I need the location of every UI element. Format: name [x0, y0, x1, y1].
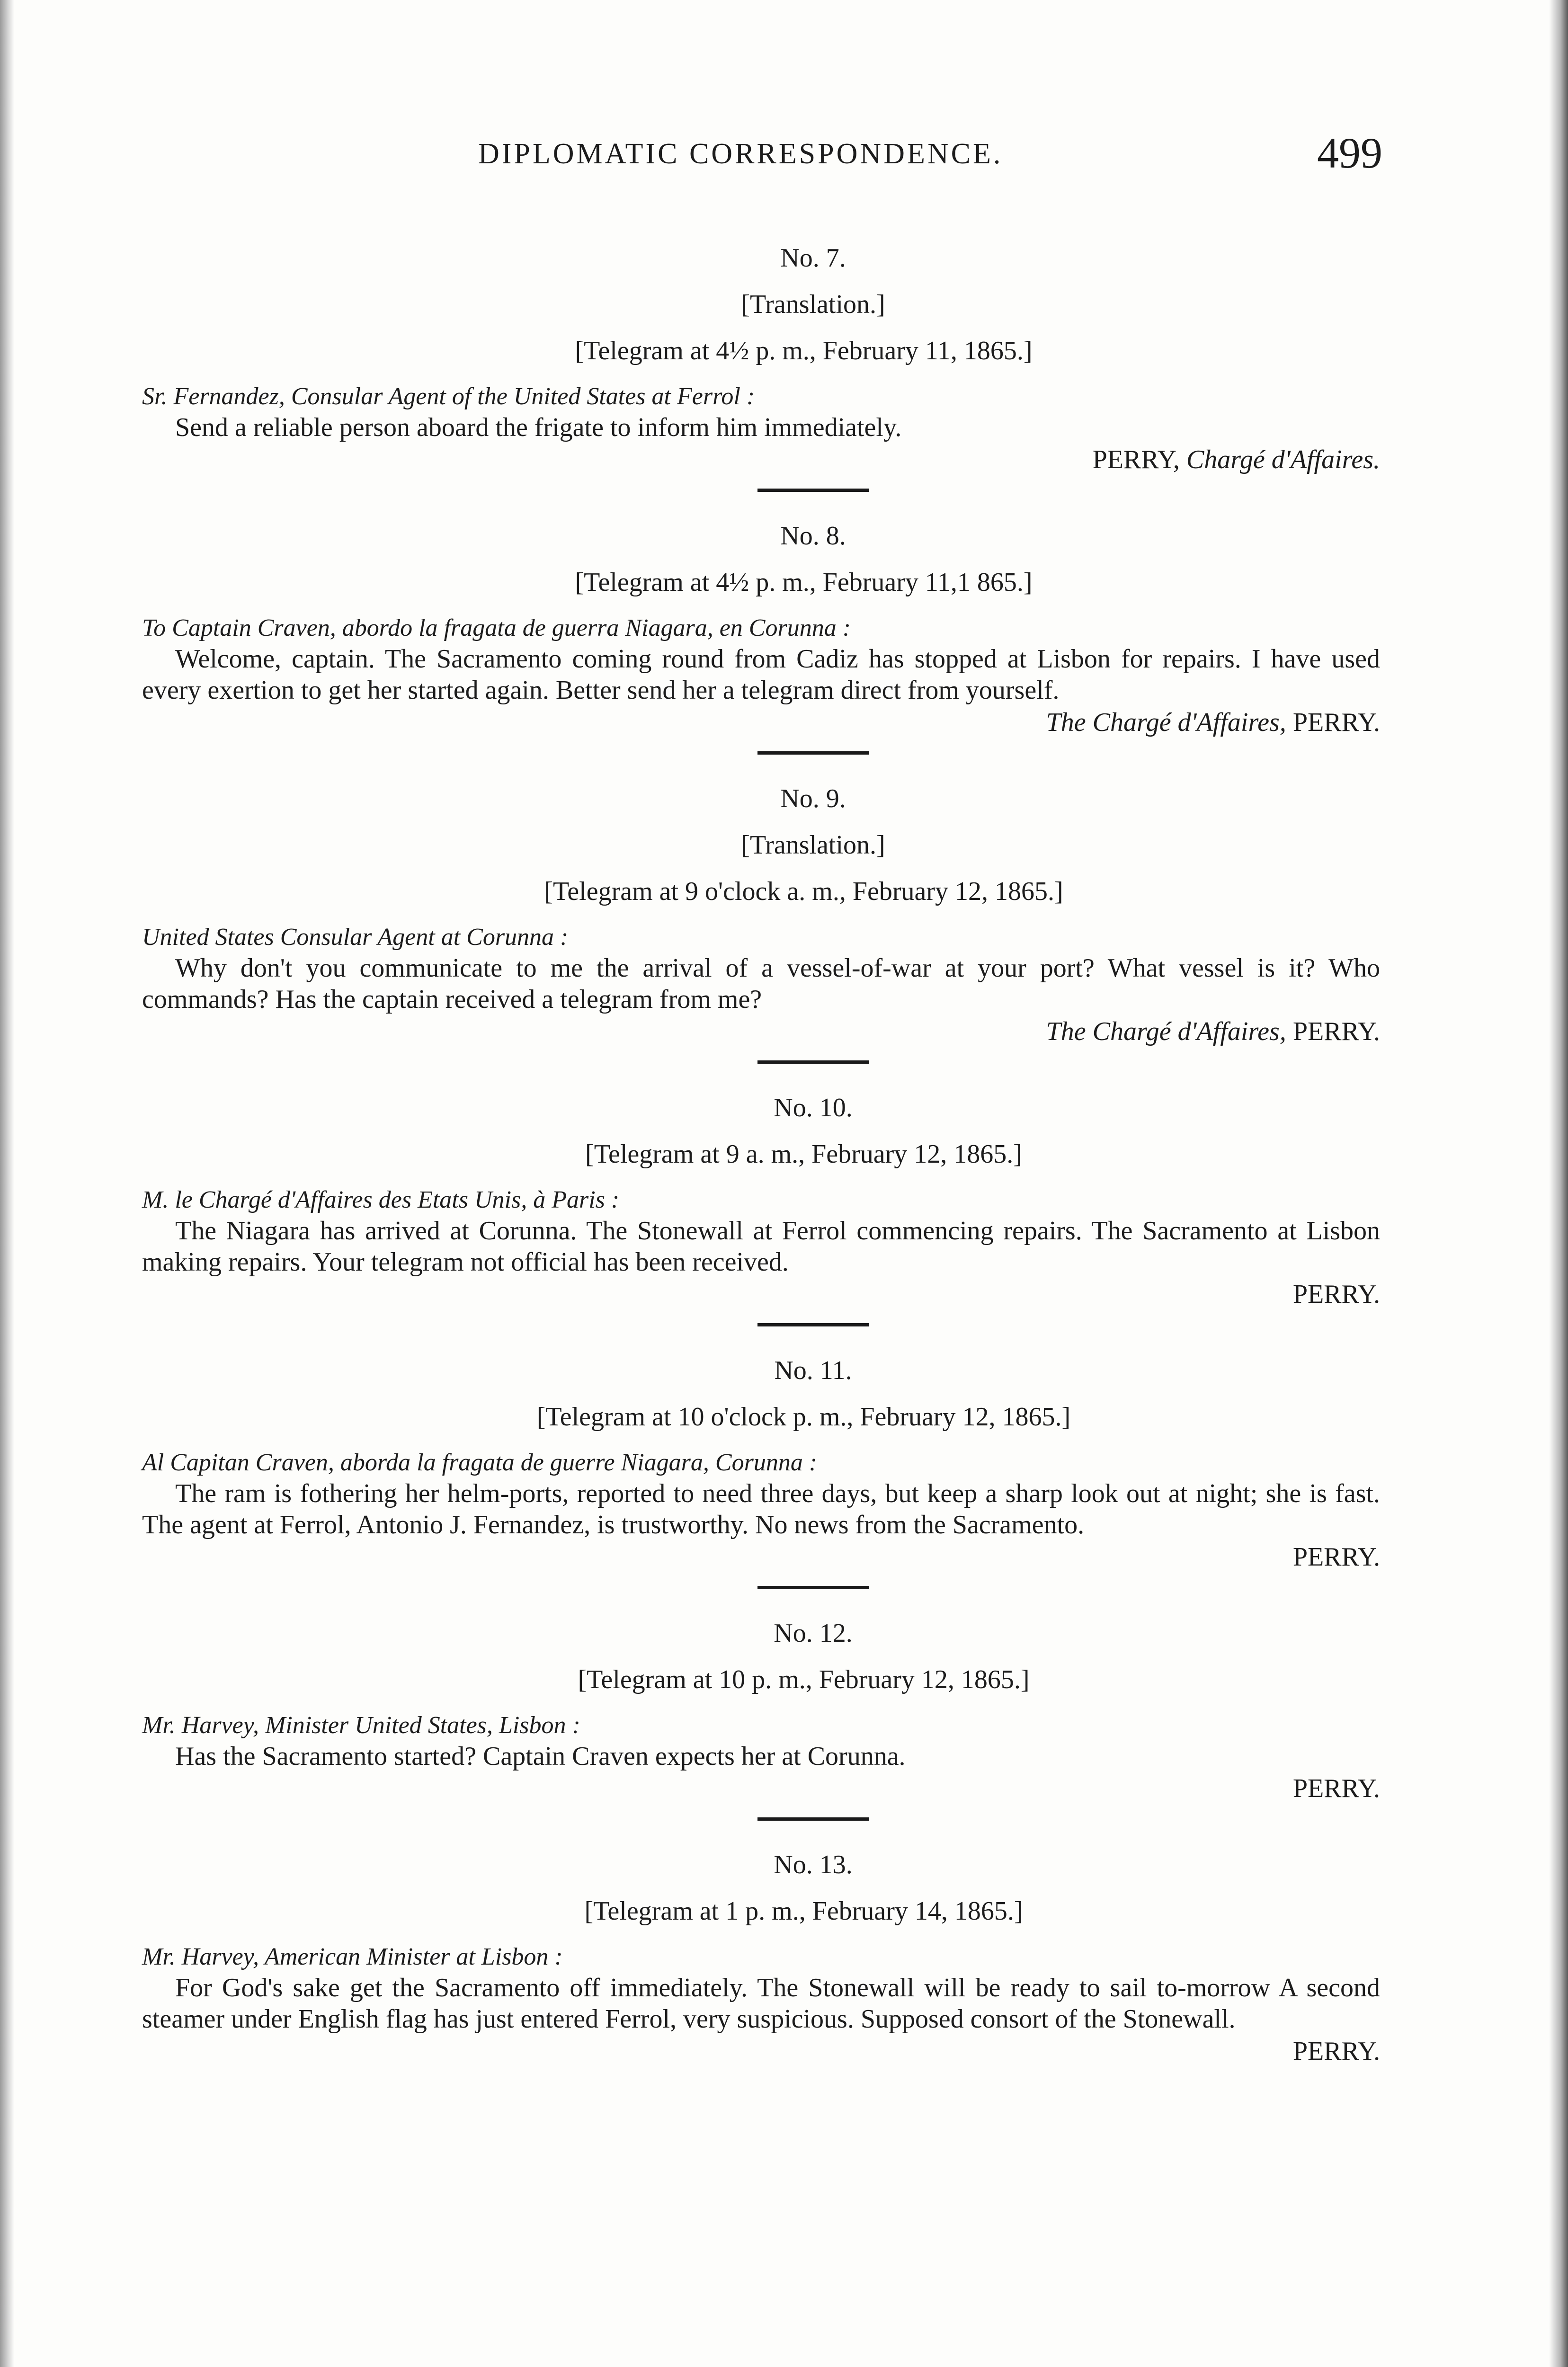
telegram-line: [Telegram at 1 p. m., February 14, 1865.] [584, 1896, 1023, 1926]
telegram-line: [Telegram at 9 o'clock a. m., February 12, 1865.] [544, 877, 1063, 906]
signature [142, 1772, 1380, 1805]
section-divider [757, 1060, 869, 1064]
section-divider [757, 1586, 869, 1589]
translation-note: [Translation.] [741, 830, 885, 860]
message-body: The ram is fothering her helm-ports, reported to need three days, but keep a sharp look out at night; she is fast. The agent at Ferrol, Antonio J. Fernandez, is trustworthy. No news from the Sacramento. [142, 1479, 1380, 1539]
signature-name: PERRY. [1292, 1774, 1380, 1803]
document-number: No. 12. [774, 1619, 853, 1648]
section-divider [757, 489, 869, 492]
signature-name: PERRY. [1292, 708, 1380, 737]
signature [142, 443, 1380, 476]
telegram-line: [Telegram at 4½ p. m., February 11,1 865.] [575, 568, 1033, 597]
signature-name: PERRY, [1092, 445, 1180, 474]
page-header [464, 128, 1382, 180]
message-body: Welcome, captain. The Sacramento coming round from Cadiz has stopped at Lisbon for repairs. I have used every exertion to get her started again. Better send her a telegram direct from yourself. [142, 644, 1380, 705]
signature [142, 706, 1380, 739]
addressee: United States Consular Agent at Corunna : [142, 924, 569, 951]
page-content [142, 241, 1380, 2068]
addressee: Mr. Harvey, American Minister at Lisbon : [142, 1943, 563, 1970]
message-body: Send a reliable person aboard the frigate to inform him immediately. [175, 413, 902, 442]
addressee: To Captain Craven, abordo la fragata de guerra Niagara, en Corunna : [142, 614, 851, 641]
section-divider [757, 1817, 869, 1821]
section-divider [757, 1323, 869, 1326]
signature-title: The Chargé d'Affaires, [1046, 1017, 1286, 1046]
document-number: No. 7. [780, 243, 846, 273]
signature-name: PERRY. [1292, 2037, 1380, 2066]
document-no-7 [142, 241, 1380, 476]
document-number: No. 11. [774, 1356, 852, 1385]
document-no-9 [142, 782, 1380, 1048]
signature [142, 1540, 1380, 1574]
message-body: The Niagara has arrived at Corunna. The Stonewall at Ferrol commencing repairs. The Sacramento at Lisbon making repairs. Your telegram not official has been received. [142, 1216, 1380, 1277]
message-body: Why don't you communicate to me the arrival of a vessel-of-war at your port? What vessel is it? Who commands? Has the captain received a telegram from me? [142, 953, 1380, 1014]
page-number: 499 [1317, 129, 1382, 177]
document-no-13 [142, 1848, 1380, 2068]
telegram-line: [Telegram at 10 o'clock p. m., February 12, 1865.] [536, 1402, 1071, 1432]
page-edge-left [0, 0, 14, 2367]
document-number: No. 13. [774, 1850, 853, 1879]
document-number: No. 8. [780, 521, 846, 551]
document-no-8 [142, 519, 1380, 739]
page-edge-right [1549, 0, 1568, 2367]
signature [142, 1278, 1380, 1311]
telegram-line: [Telegram at 4½ p. m., February 11, 1865.] [575, 336, 1033, 365]
document-no-11 [142, 1354, 1380, 1574]
message-body: For God's sake get the Sacramento off immediately. The Stonewall will be ready to sail to-morrow A second steamer under English flag has just entered Ferrol, very suspicious. Supposed consort of the Stonewall. [142, 1973, 1380, 2034]
document-number: No. 9. [780, 784, 846, 813]
document-no-12 [142, 1617, 1380, 1805]
message-body: Has the Sacramento started? Captain Craven expects her at Corunna. [175, 1742, 906, 1771]
document-no-10 [142, 1091, 1380, 1311]
telegram-line: [Telegram at 9 a. m., February 12, 1865.] [585, 1139, 1022, 1169]
signature-title: The Chargé d'Affaires, [1046, 708, 1286, 737]
signature-name: PERRY. [1292, 1280, 1380, 1309]
addressee: Al Capitan Craven, aborda la fragata de guerre Niagara, Corunna : [142, 1449, 818, 1476]
signature [142, 2035, 1380, 2068]
addressee: Mr. Harvey, Minister United States, Lisbon : [142, 1712, 580, 1739]
section-divider [757, 751, 869, 755]
signature-title: Chargé d'Affaires. [1186, 445, 1380, 474]
signature [142, 1015, 1380, 1048]
signature-name: PERRY. [1292, 1542, 1380, 1572]
telegram-line: [Telegram at 10 p. m., February 12, 1865.] [578, 1665, 1030, 1694]
addressee: M. le Chargé d'Affaires des Etats Unis, à Paris : [142, 1186, 620, 1213]
addressee: Sr. Fernandez, Consular Agent of the United States at Ferrol : [142, 383, 755, 410]
document-number: No. 10. [774, 1093, 853, 1122]
translation-note: [Translation.] [741, 290, 885, 319]
signature-name: PERRY. [1292, 1017, 1380, 1046]
running-head: DIPLOMATIC CORRESPONDENCE. [478, 138, 1003, 170]
